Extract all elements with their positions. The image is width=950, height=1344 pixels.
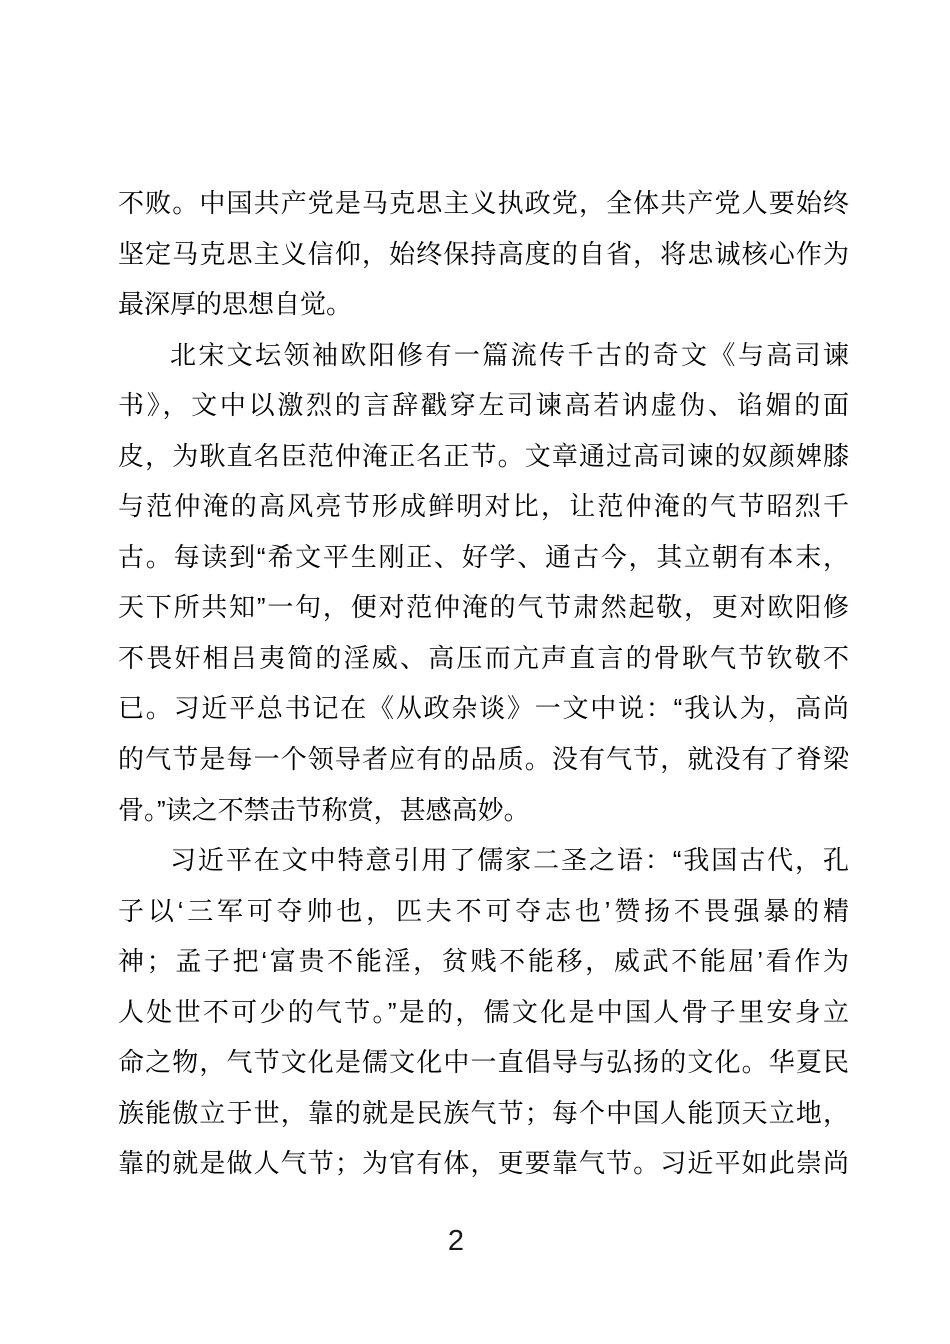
- text-line: 不畏奸相吕夷简的淫威、高压而亢声直言的骨耿气节钦敬不: [118, 642, 849, 673]
- text-line: 北宋文坛领袖欧阳修有一篇流传千古的奇文《与高司谏: [170, 339, 849, 370]
- paragraph: [118, 835, 849, 1189]
- text-line: 的气节是每一个领导者应有的品质。没有气节，就没有了脊梁: [118, 744, 849, 775]
- text-line: 天下所共知”一句，便对范仲淹的气节肃然起敬，更对欧阳修: [118, 592, 849, 623]
- paragraph: [118, 178, 849, 330]
- text-line: 已。习近平总书记在《从政杂谈》一文中说：“我认为，高尚: [118, 693, 849, 724]
- text-line: 不败。中国共产党是马克思主义执政党，全体共产党人要始终: [118, 188, 849, 218]
- text-line: 骨。”读之不禁击节称赏，甚感高妙。: [118, 794, 530, 825]
- text-line: 靠的就是做人气节；为官有体，更要靠气节。习近平如此崇尚: [118, 1148, 849, 1179]
- text-line: 人处世不可少的气节。”是的，儒文化是中国人骨子里安身立: [118, 996, 849, 1027]
- text-line: 子以‘三军可夺帅也，匹夫不可夺志也’赞扬不畏强暴的精: [118, 895, 849, 926]
- text-content: [118, 178, 849, 1189]
- text-line: 神；孟子把‘富贵不能淫，贫贱不能移，威武不能屈’看作为: [118, 946, 849, 977]
- text-line: 最深厚的思想自觉。: [118, 289, 353, 320]
- text-line: 古。每读到“希文平生刚正、好学、通古今，其立朝有本末，: [118, 541, 849, 572]
- text-line: 命之物，气节文化是儒文化中一直倡导与弘扬的文化。华夏民: [118, 1047, 849, 1078]
- text-line: 与范仲淹的高风亮节形成鲜明对比，让范仲淹的气节昭烈千: [118, 491, 849, 522]
- page-number: 2: [447, 1225, 465, 1257]
- paragraph: [118, 330, 849, 835]
- footer: [0, 1224, 912, 1258]
- text-line: 坚定马克思主义信仰，始终保持高度的自省，将忠诚核心作为: [118, 238, 849, 269]
- text-line: 皮，为耿直名臣范仲淹正名正节。文章通过高司谏的奴颜婢膝: [118, 440, 849, 471]
- text-line: 书》，文中以激烈的言辞戳穿左司谏高若讷虚伪、谄媚的面: [118, 390, 849, 421]
- text-line: 习近平在文中特意引用了儒家二圣之语：“我国古代，孔: [170, 845, 849, 876]
- text-line: 族能傲立于世，靠的就是民族气节；每个中国人能顶天立地，: [118, 1097, 849, 1128]
